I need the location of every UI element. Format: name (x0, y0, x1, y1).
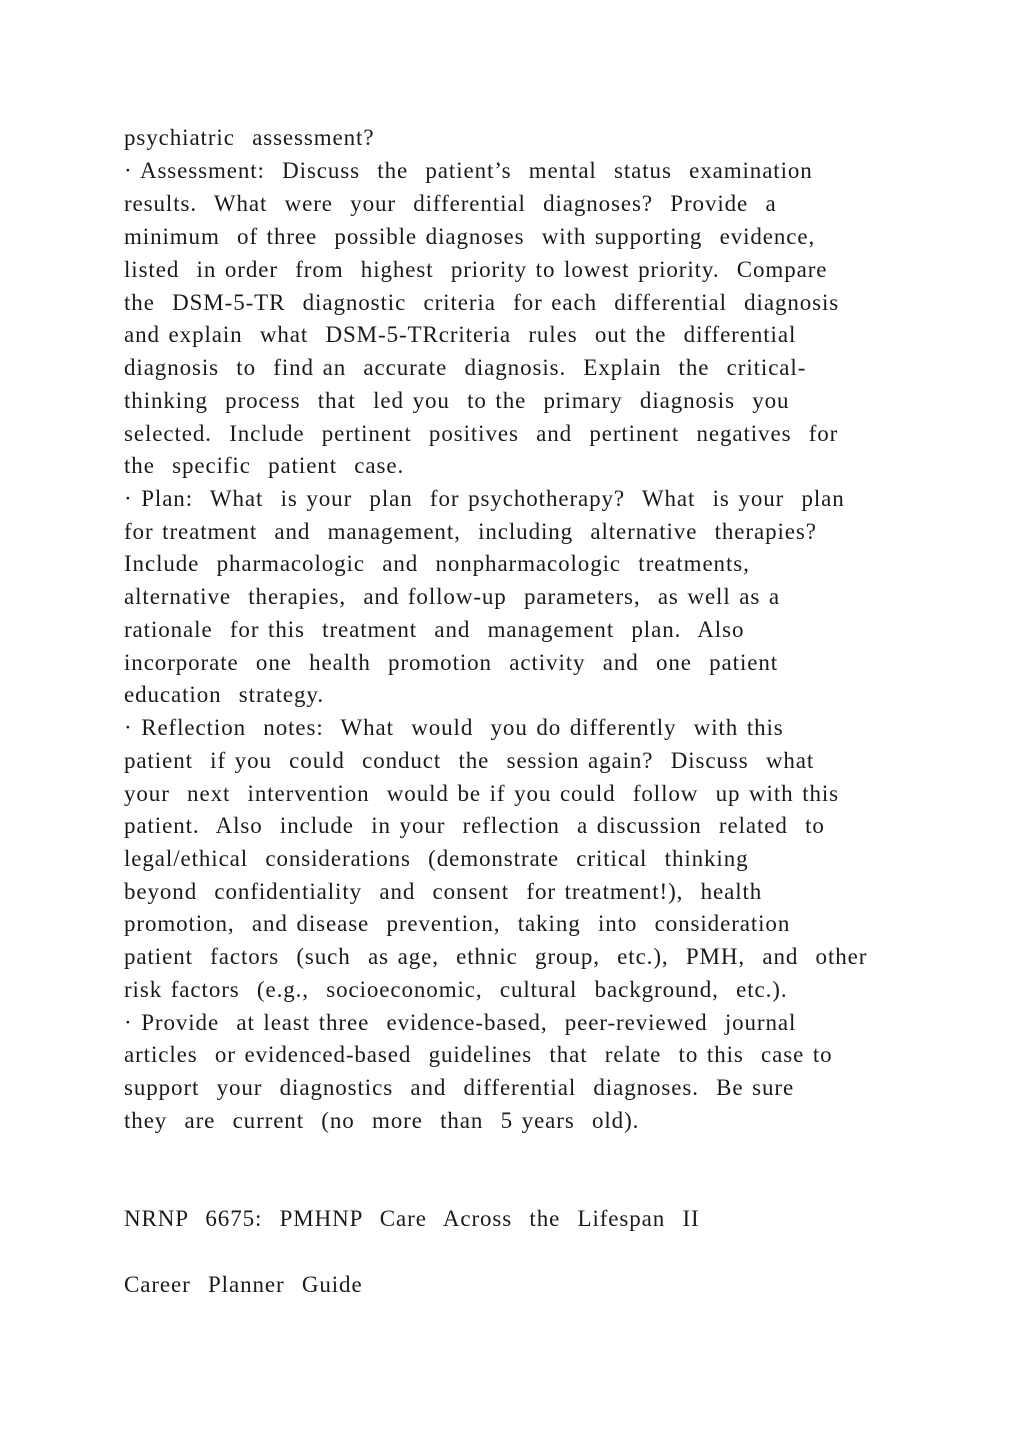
text-line: the specific patient case. (124, 453, 405, 478)
text-line: and explain what DSM-5-TRcriteria rules out the differential (124, 322, 797, 347)
text-line: · Provide at least three evidence-based, peer-reviewed journal (124, 1010, 797, 1035)
text-line: rationale for this treatment and management plan. Also (124, 617, 745, 642)
section-title: Career Planner Guide (124, 1272, 363, 1297)
text-line: the DSM-5-TR diagnostic criteria for each differential diagnosis (124, 290, 840, 315)
text-line: · Assessment: Discuss the patient’s mental status examination (124, 158, 813, 183)
text-line: results. What were your differential diagnoses? Provide a (124, 191, 777, 216)
text-line: patient. Also include in your reflection a discussion related to (124, 813, 825, 838)
text-line: education strategy. (124, 682, 324, 707)
text-line: incorporate one health promotion activity and one patient (124, 650, 779, 675)
text-line: beyond confidentiality and consent for treatment!), health (124, 879, 763, 904)
text-line: · Plan: What is your plan for psychotherapy? What is your plan (124, 486, 845, 511)
text-line: · Reflection notes: What would you do differently with this (124, 715, 784, 740)
course-title: NRNP 6675: PMHNP Care Across the Lifespan II (124, 1206, 700, 1231)
text-line: risk factors (e.g., socioeconomic, cultural background, etc.). (124, 977, 788, 1002)
text-line: patient factors (such as age, ethnic group, etc.), PMH, and other (124, 944, 868, 969)
text-line: your next intervention would be if you could follow up with this (124, 781, 840, 806)
text-line: diagnosis to find an accurate diagnosis. Explain the critical- (124, 355, 807, 380)
text-line: alternative therapies, and follow-up parameters, as well as a (124, 584, 780, 609)
text-line: legal/ethical considerations (demonstrate critical thinking (124, 846, 749, 871)
text-line: for treatment and management, including alternative therapies? (124, 519, 817, 544)
text-line: psychiatric assessment? (124, 125, 375, 150)
text-line: articles or evidenced-based guidelines that relate to this case to (124, 1042, 833, 1067)
text-line: promotion, and disease prevention, taking into consideration (124, 911, 791, 936)
text-line: thinking process that led you to the primary diagnosis you (124, 388, 790, 413)
text-line: patient if you could conduct the session again? Discuss what (124, 748, 815, 773)
text-line: they are current (no more than 5 years old). (124, 1108, 640, 1133)
text-line: minimum of three possible diagnoses with supporting evidence, (124, 224, 816, 249)
text-line: Include pharmacologic and nonpharmacologic treatments, (124, 551, 750, 576)
text-line: selected. Include pertinent positives and pertinent negatives for (124, 421, 839, 446)
text-line: support your diagnostics and differential diagnoses. Be sure (124, 1075, 795, 1100)
text-line: listed in order from highest priority to lowest priority. Compare (124, 257, 828, 282)
